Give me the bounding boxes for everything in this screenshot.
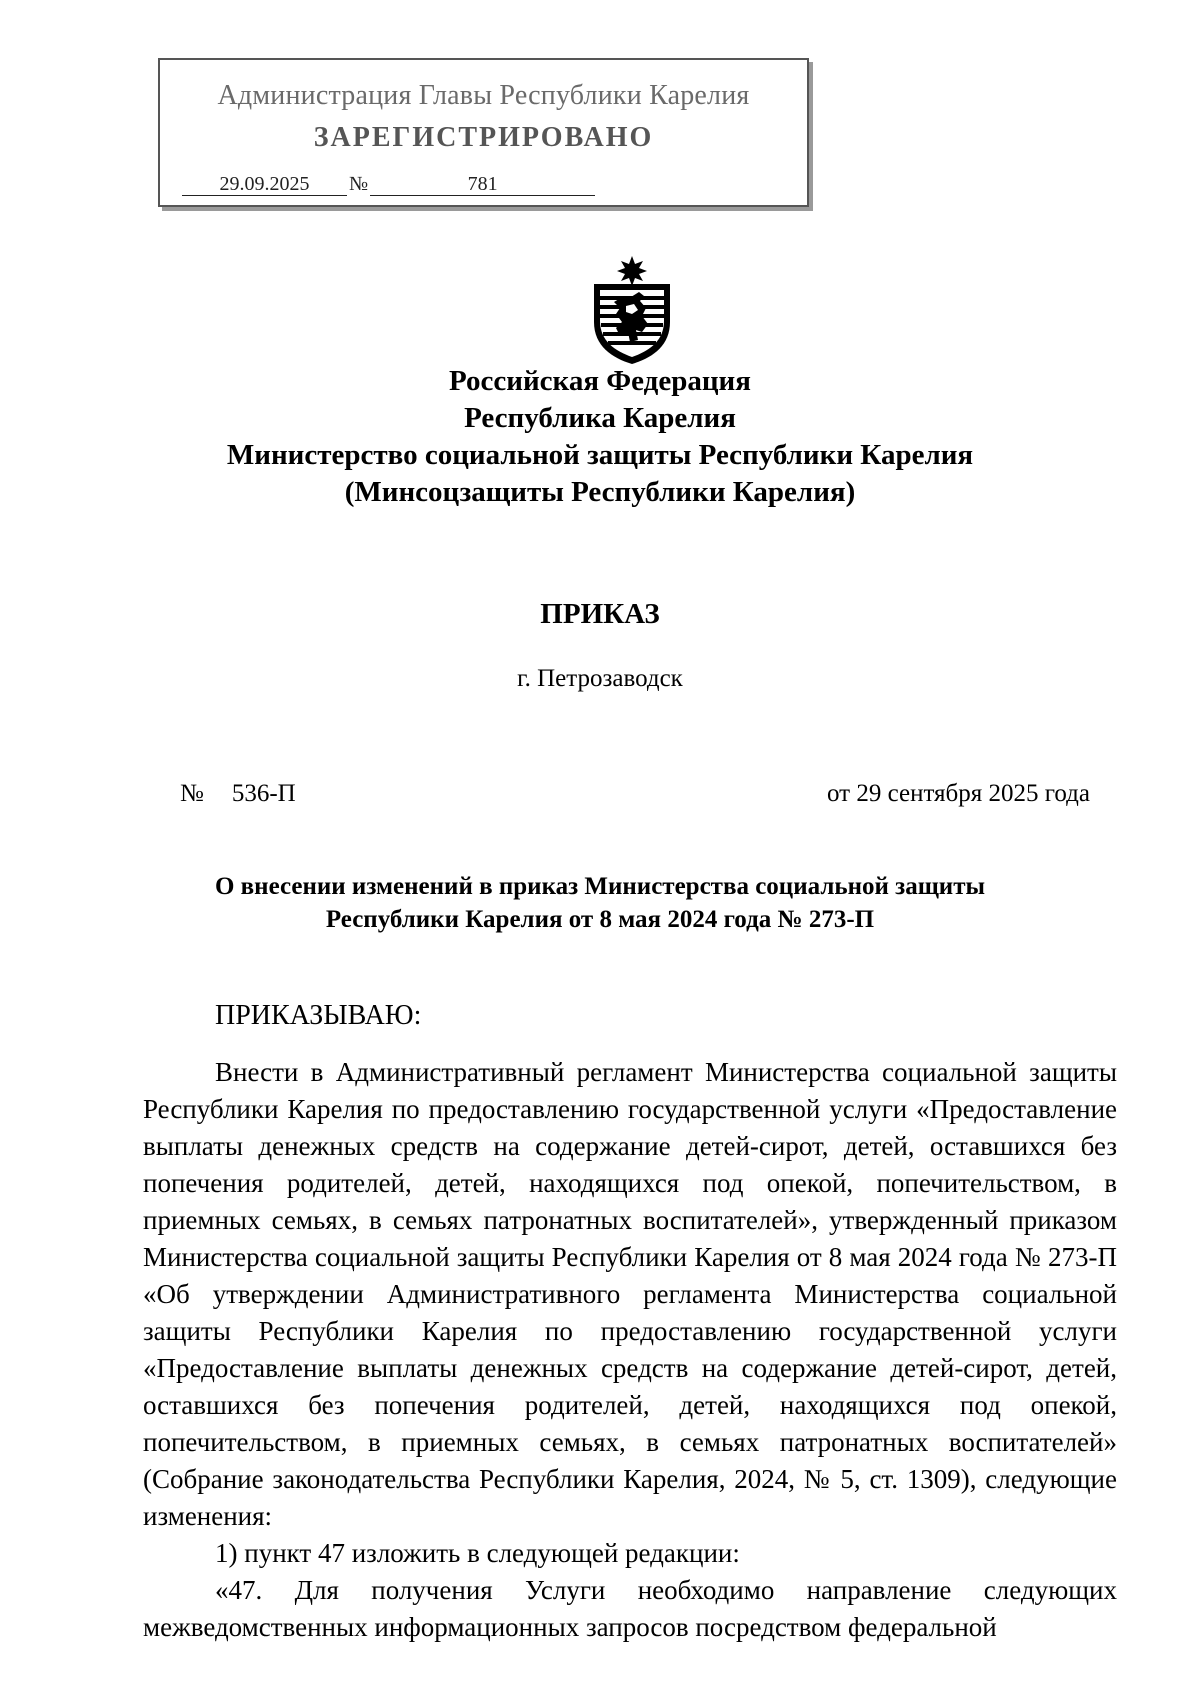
stamp-status: ЗАРЕГИСТРИРОВАНО: [313, 122, 654, 153]
title-line-2: Республики Карелия от 8 мая 2024 года № 273-П: [325, 906, 875, 933]
stamp-registration-line: [182, 173, 595, 196]
header-ministry-short: (Минсоцзащиты Республики Карелия): [344, 476, 856, 508]
body-paragraph-2: «47. Для получения Услуги необходимо направление следующих межведомственных информационных запросов посредством федеральной: [143, 1575, 1117, 1642]
header-ministry: Министерство социальной защиты Республики Карелия: [226, 439, 974, 471]
registration-stamp: [158, 58, 809, 207]
document-number-sign: №: [180, 780, 204, 807]
document-title: [0, 870, 1200, 936]
document-date: от 29 сентября 2025 года: [826, 780, 1090, 807]
document-type: ПРИКАЗ: [540, 598, 660, 630]
document-number: 536-П: [231, 780, 296, 807]
stamp-number-sign: №: [349, 173, 369, 195]
karelia-coat-of-arms-icon: [584, 254, 680, 366]
document-city: г. Петрозаводск: [517, 665, 683, 692]
document-body: [143, 1054, 1117, 1646]
header-republic: Республика Карелия: [464, 402, 736, 434]
order-word: ПРИКАЗЫВАЮ:: [215, 1000, 422, 1031]
stamp-number: 781: [370, 173, 595, 196]
body-item-1: 1) пункт 47 изложить в следующей редакции:: [215, 1538, 740, 1568]
stamp-date: 29.09.2025: [182, 173, 347, 196]
title-line-1: О внесении изменений в приказ Министерства социальной защиты: [214, 873, 986, 900]
document-number-block: [180, 780, 296, 808]
body-paragraph-1: Внести в Административный регламент Министерства социальной защиты Республики Карелия по предоставлению государственной услуги «Предоставление выплаты денежных средств на содержание детей-сирот, детей, оставшихся без попечения родителей, детей, находящихся под опекой, попечительством, в приемных семьях, в семьях патронатных воспитателей», утвержденный приказом Министерства социальной защиты Республики Карелия от 8 мая 2024 года № 273-П «Об утверждении Административного регламента Министерства социальной защиты Республики Карелия по предоставлению государственной услуги «Предоставление выплаты денежных средств на содержание детей-сирот, детей, оставшихся без попечения родителей, детей, находящихся под опекой, попечительством, в приемных семьях, в семьях патронатных воспитателей» (Собрание законодательства Республики Карелия, 2024, № 5, ст. 1309), следующие изменения:: [143, 1057, 1117, 1531]
stamp-organization: Администрация Главы Республики Карелия: [217, 80, 750, 111]
header-country: Российская Федерация: [449, 365, 751, 397]
